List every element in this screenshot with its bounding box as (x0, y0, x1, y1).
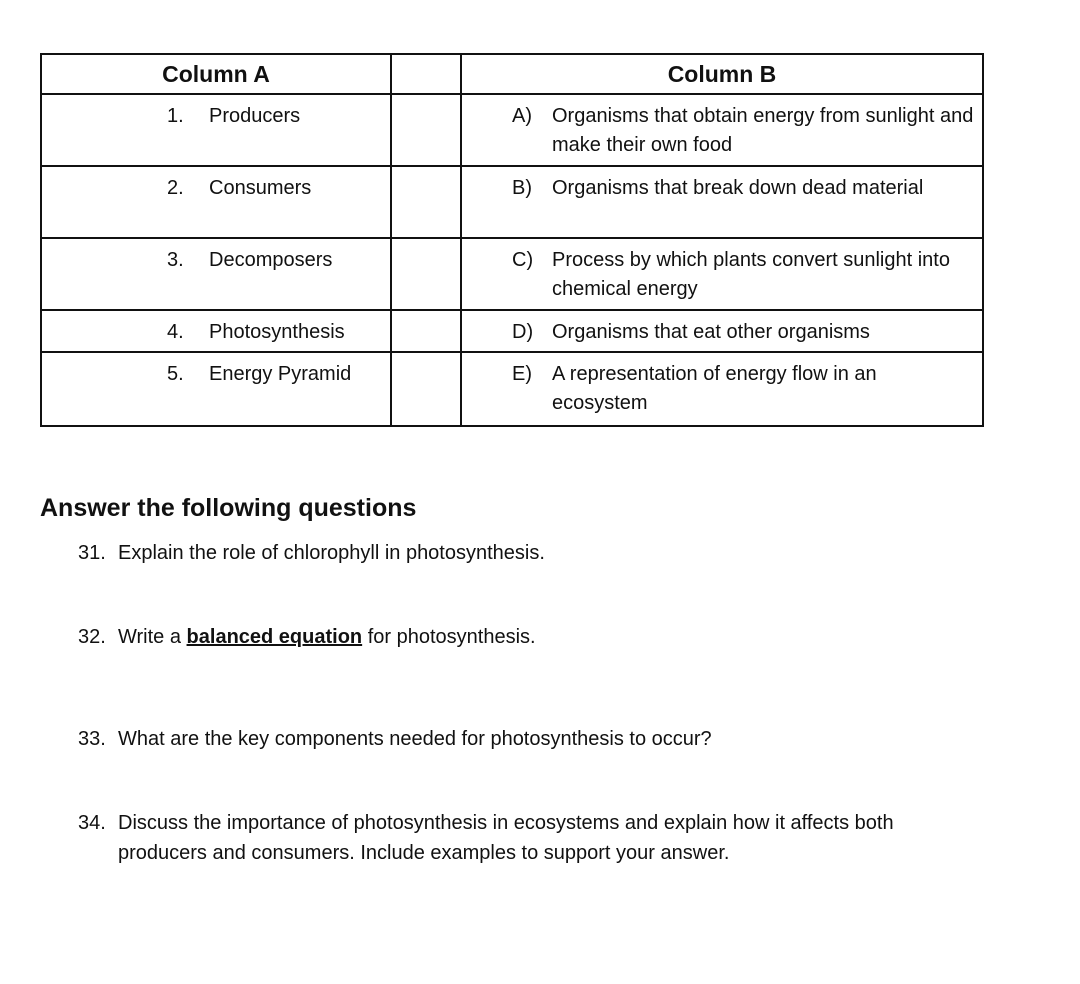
balanced-equation-emphasis: balanced equation (186, 626, 363, 648)
term-number: 4. (167, 321, 184, 343)
definition-text: Organisms that break down dead material (552, 177, 924, 199)
matching-table (40, 53, 984, 427)
table-row (41, 310, 983, 352)
definition-text: A representation of energy flow in an ecosystem (552, 363, 877, 414)
table-row (41, 352, 983, 426)
column-b-header: Column B (461, 54, 983, 94)
definition-letter: E) (512, 363, 532, 385)
section-heading: Answer the following questions (40, 494, 417, 522)
question-33 (78, 724, 978, 754)
question-text: What are the key components needed for photosynthesis to occur? (118, 728, 712, 750)
question-text: Explain the role of chlorophyll in photosynthesis. (118, 542, 545, 564)
term-label: Producers (209, 105, 301, 127)
term-number: 1. (167, 105, 184, 127)
term-label: Decomposers (209, 249, 333, 271)
table-row (41, 166, 983, 238)
term-label: Consumers (209, 177, 312, 199)
term-number: 3. (167, 249, 184, 271)
column-a-header: Column A (41, 54, 391, 94)
definition-text: Process by which plants convert sunlight into chemical energy (552, 249, 950, 300)
definition-letter: C) (512, 249, 534, 271)
question-31 (78, 538, 978, 568)
question-text-pre: Write a (118, 626, 187, 648)
definition-text: Organisms that obtain energy from sunlight and make their own food (552, 105, 974, 156)
definition-letter: D) (512, 321, 534, 343)
question-34 (78, 808, 978, 868)
term-number: 2. (167, 177, 184, 199)
term-label: Photosynthesis (209, 321, 345, 343)
definition-text: Organisms that eat other organisms (552, 321, 870, 343)
table-header-row (41, 54, 983, 94)
question-number: 34. (78, 812, 106, 834)
table-row (41, 238, 983, 310)
definition-letter: B) (512, 177, 532, 199)
answer-blank-header (391, 54, 461, 94)
question-text: Discuss the importance of photosynthesis in ecosystems and explain how it affects both producers and consumers. Include examples to support your answer. (118, 812, 894, 864)
question-number: 32. (78, 626, 106, 648)
definition-letter: A) (512, 105, 532, 127)
table-row (41, 94, 983, 166)
question-32 (78, 622, 978, 652)
answer-blank[interactable] (391, 166, 461, 238)
answer-blank[interactable] (391, 238, 461, 310)
question-number: 33. (78, 728, 106, 750)
answer-blank[interactable] (391, 352, 461, 426)
question-number: 31. (78, 542, 106, 564)
answer-blank[interactable] (391, 94, 461, 166)
answer-blank[interactable] (391, 310, 461, 352)
question-text (118, 622, 978, 652)
term-number: 5. (167, 363, 184, 385)
question-text-post: for photosynthesis. (362, 626, 536, 648)
term-label: Energy Pyramid (209, 363, 352, 385)
